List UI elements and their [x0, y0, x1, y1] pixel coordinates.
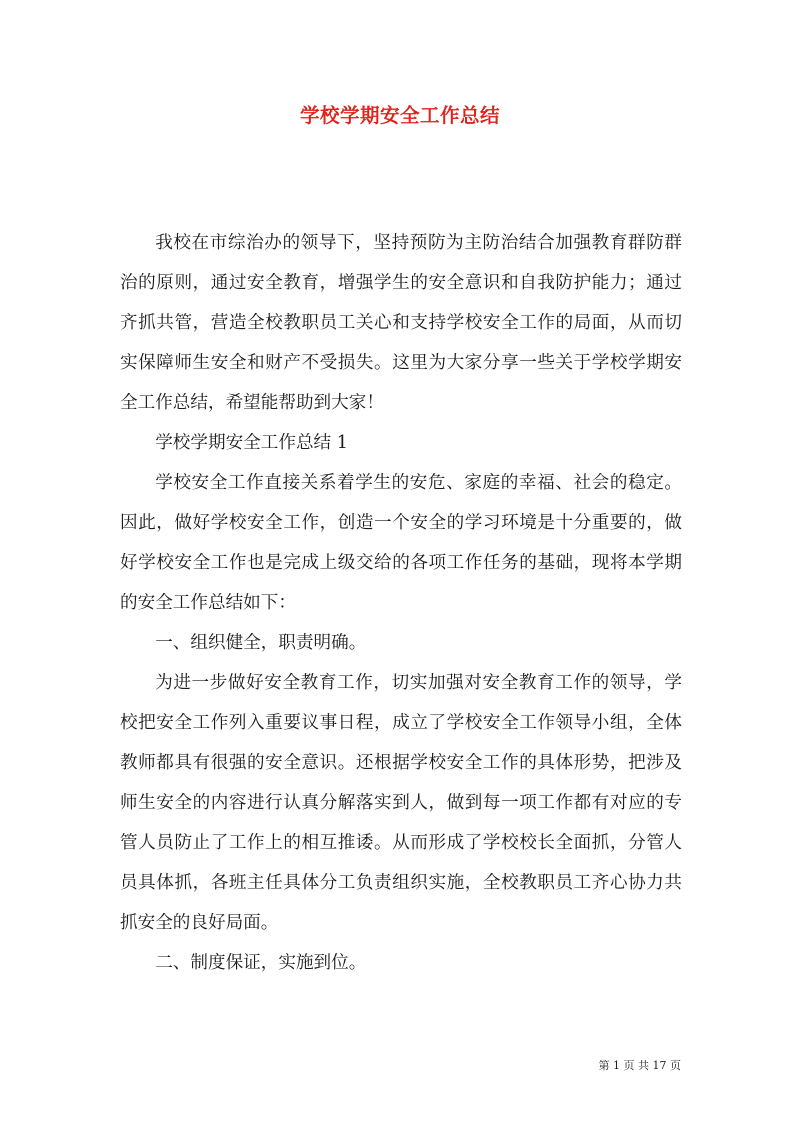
paragraph-overview: 学校安全工作直接关系着学生的安危、家庭的幸福、社会的稳定。因此，做好学校安全工作，创造一个安全的学习环境是十分重要的，做好学校安全工作也是完成上级交给的各项工作任务的基础，现将本学期的安全工作总结如下：	[120, 473, 682, 613]
paragraph-intro: 我校在市综治办的领导下，坚持预防为主防治结合加强教育群防群治的原则，通过安全教育，增强学生的安全意识和自我防护能力；通过齐抓共管，营造全校教职员工关心和支持学校安全工作的局面，从而切实保障师生安全和财产不受损失。这里为大家分享一些关于学校学期安全工作总结，希望能帮助到大家！	[120, 233, 682, 413]
document-title: 学校学期安全工作总结	[299, 104, 500, 127]
page-number-footer: 第 1 页 共 17 页	[598, 1059, 681, 1072]
subheading-system: 二、制度保证，实施到位。	[155, 953, 367, 973]
paragraph-organization: 为进一步做好安全教育工作，切实加强对安全教育工作的领导，学校把安全工作列入重要议事日程，成立了学校安全工作领导小组，全体教师都具有很强的安全意识。还根据学校安全工作的具体形势，把涉及师生安全的内容进行认真分解落实到人，做到每一项工作都有对应的专管人员防止了工作上的相互推诿。从而形成了学校校长全面抓，分管人员具体抓，各班主任具体分工负责组织实施，全校教职员工齐心协力共抓安全的良好局面。	[120, 673, 682, 933]
document-body	[120, 223, 682, 983]
subheading-organization: 一、组织健全，职责明确。	[155, 633, 367, 653]
section-heading-1: 学校学期安全工作总结 1	[155, 433, 348, 453]
